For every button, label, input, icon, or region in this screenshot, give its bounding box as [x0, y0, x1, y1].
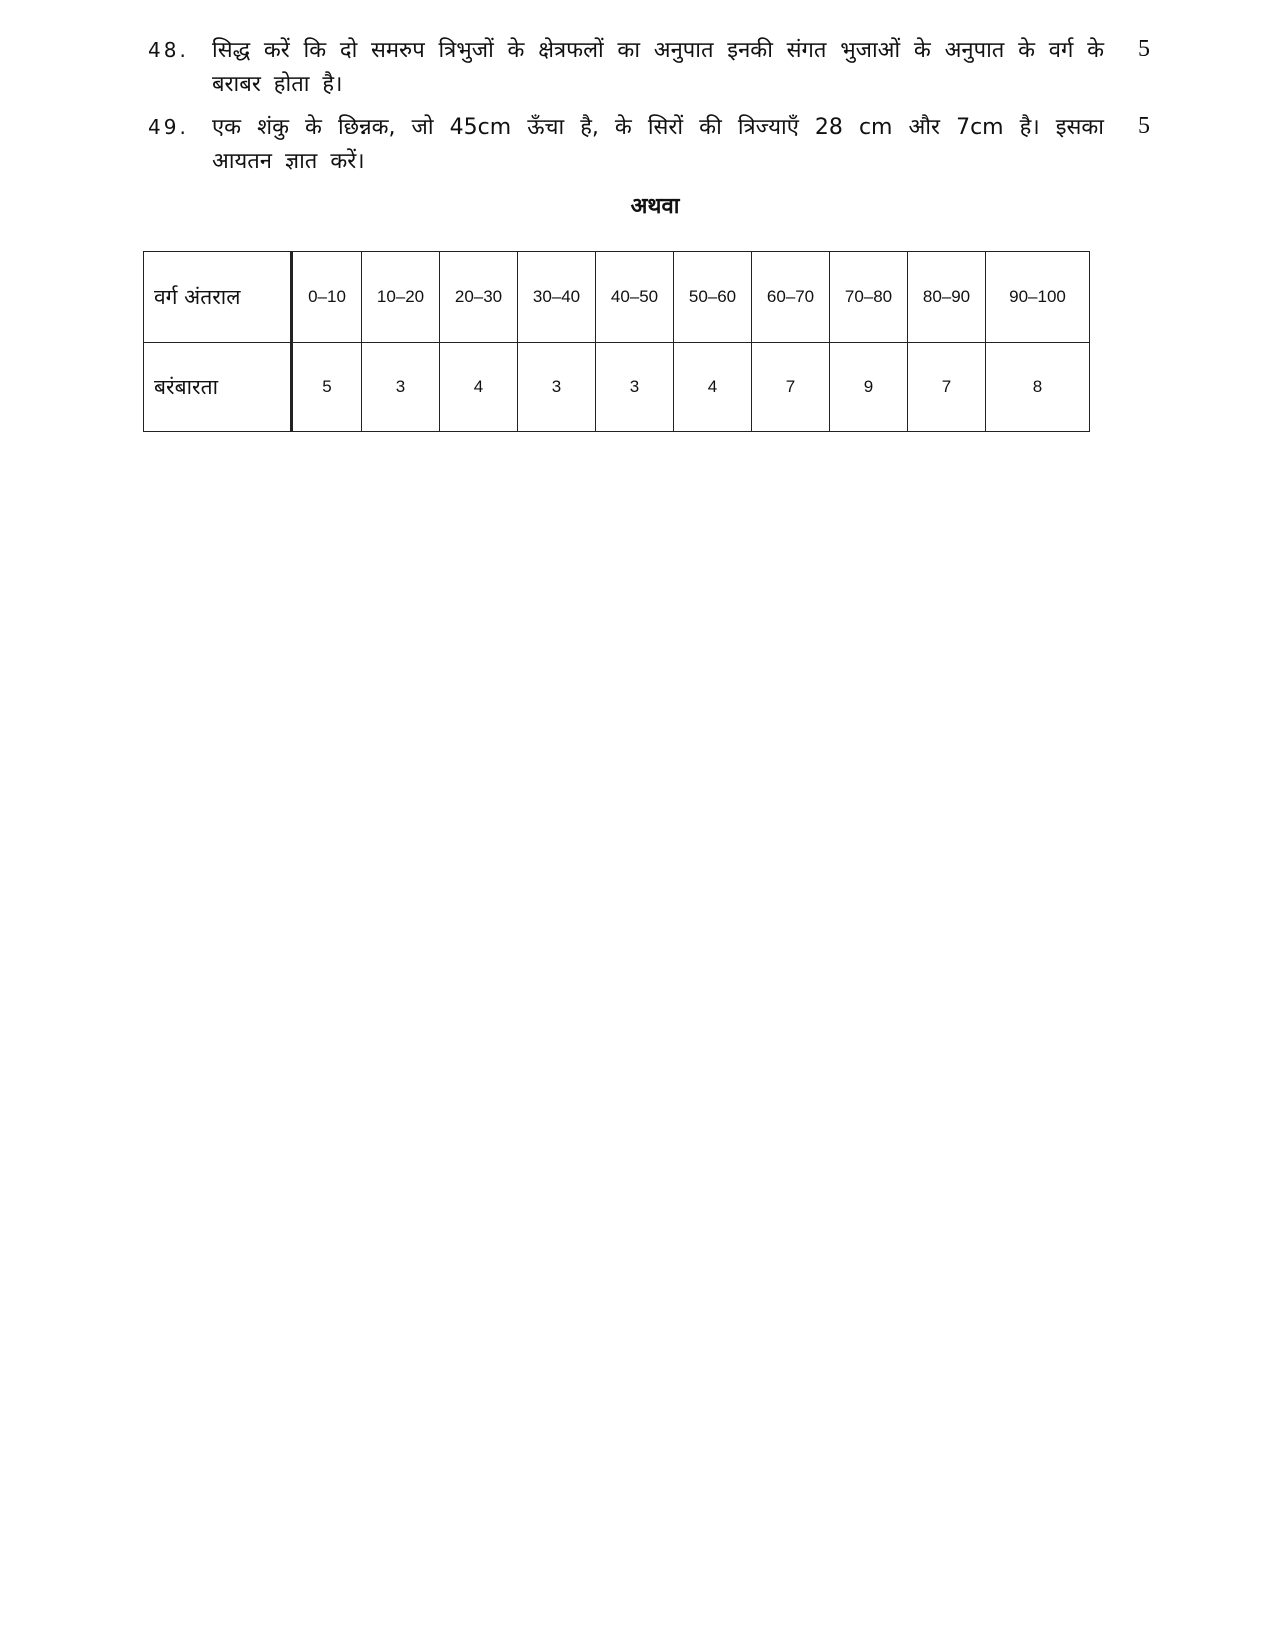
frequency-cell: 3: [362, 343, 440, 432]
question-marks: 5: [1138, 36, 1150, 62]
frequency-cell: 7: [908, 343, 986, 432]
class-interval-cell: 10–20: [362, 252, 440, 343]
frequency-row: [144, 343, 1090, 432]
frequency-cell: 3: [518, 343, 596, 432]
class-interval-cell: 40–50: [596, 252, 674, 343]
frequency-cell: 9: [830, 343, 908, 432]
frequency-cell: 4: [440, 343, 518, 432]
question-marks: 5: [1138, 113, 1150, 139]
class-interval-cell: 90–100: [986, 252, 1090, 343]
class-interval-cell: 80–90: [908, 252, 986, 343]
frequency-cell: 7: [752, 343, 830, 432]
class-interval-label: वर्ग अंतराल: [144, 252, 292, 343]
frequency-label: बरंबारता: [144, 343, 292, 432]
class-interval-cell: 70–80: [830, 252, 908, 343]
frequency-table: [143, 251, 1090, 432]
class-interval-cell: 60–70: [752, 252, 830, 343]
class-interval-cell: 30–40: [518, 252, 596, 343]
class-interval-cell: 20–30: [440, 252, 518, 343]
question-text: एक शंकु के छिन्नक, जो 45cm ऊँचा है, के सिरों की त्रिज्याएँ 28 cm और 7cm है। इसका आयतन ज्ञात करें।: [212, 115, 1104, 174]
frequency-cell: 4: [674, 343, 752, 432]
class-interval-cell: 50–60: [674, 252, 752, 343]
frequency-cell: 5: [292, 343, 362, 432]
frequency-cell: 3: [596, 343, 674, 432]
question-number: 49.: [148, 115, 189, 139]
class-interval-cell: 0–10: [292, 252, 362, 343]
question-number: 48.: [148, 38, 189, 62]
class-interval-row: [144, 252, 1090, 343]
or-heading: अथवा: [630, 194, 680, 219]
question-text: सिद्ध करें कि दो समरुप त्रिभुजों के क्षेत्रफलों का अनुपात इनकी संगत भुजाओं के अनुपात के वर्ग के बराबर होता है।: [212, 38, 1104, 97]
frequency-cell: 8: [986, 343, 1090, 432]
